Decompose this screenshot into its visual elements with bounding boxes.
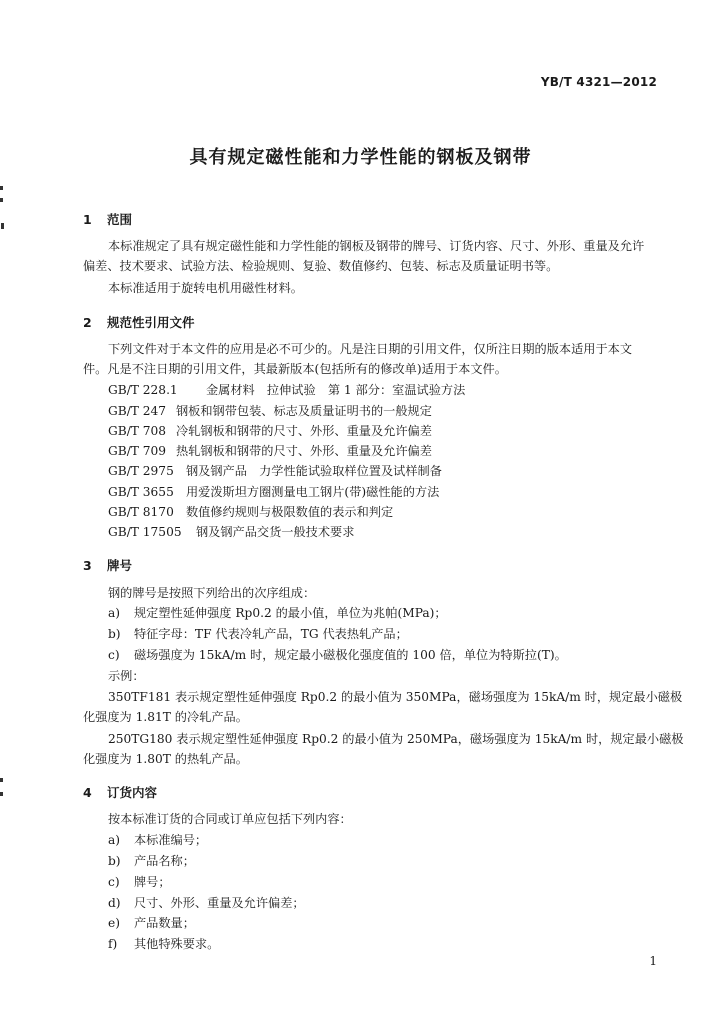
reference-item [108,524,354,541]
list-item [108,626,408,643]
paragraph-line: 化强度为 1.80T 的热轧产品。 [83,752,248,766]
section-number: 3 [83,558,92,573]
reference-code: GB/T 8170 [108,505,174,519]
reference-code: GB/T 228.1 [108,383,178,397]
reference-title: 用爱泼斯坦方圈测量电工钢片(带)磁性能的方法 [186,485,440,499]
list-item [108,895,305,912]
paragraph-line: 化强度为 1.81T 的冷轧产品。 [83,710,248,724]
list-text: 本标准编号； [134,833,208,847]
list-text: 其他特殊要求。 [134,937,220,951]
reference-code: GB/T 3655 [108,485,174,499]
reference-item [108,423,432,440]
list-marker: b) [108,854,121,868]
paragraph-line: 350TF181 表示规定塑性延伸强度 Rp0.2 的最小值为 350MPa，磁场强度为 15kA/m 时，规定最小磁极 [108,690,683,704]
example-label: 示例： [108,669,145,683]
binding-mark [0,186,3,190]
section-title: 规范性引用文件 [107,315,195,330]
reference-title: 钢及钢产品 力学性能试验取样位置及试样制备 [186,464,442,478]
list-marker: f) [108,937,118,951]
reference-title: 金属材料 拉伸试验 第 1 部分：室温试验方法 [206,383,466,397]
reference-item [108,504,393,521]
list-marker: e) [108,916,120,930]
section-title: 牌号 [107,558,133,573]
section-4-heading [83,783,157,801]
binding-mark [1,223,4,229]
reference-title: 钢及钢产品交货一般技术要求 [196,525,355,539]
reference-title: 钢板和钢带包装、标志及质量证明书的一般规定 [176,404,432,418]
list-marker: b) [108,627,121,641]
section-number: 1 [83,212,92,227]
list-text: 产品名称； [134,854,195,868]
reference-item [108,443,432,460]
list-item [108,915,195,932]
reference-title: 冷轧钢板和钢带的尺寸、外形、重量及允许偏差 [176,424,432,438]
section-2-heading [83,313,195,331]
reference-item [108,463,442,480]
list-item [108,874,171,891]
section-number: 4 [83,785,92,800]
list-text: 产品数量； [134,916,195,930]
list-marker: c) [108,875,120,889]
paragraph-line: 250TG180 表示规定塑性延伸强度 Rp0.2 的最小值为 250MPa，磁场强度为 15kA/m 时，规定最小磁极 [108,732,684,746]
section-1-heading [83,210,132,228]
reference-item [108,382,465,399]
list-marker: d) [108,896,121,910]
binding-mark [0,792,3,796]
section-title: 订货内容 [107,785,158,800]
section-number: 2 [83,315,92,330]
list-marker: a) [108,833,121,847]
reference-item [108,403,432,420]
reference-code: GB/T 709 [108,444,167,458]
list-text: 规定塑性延伸强度 Rp0.2 的最小值，单位为兆帕(MPa)； [134,606,447,620]
binding-mark [0,778,3,782]
paragraph-line: 件。凡是不注日期的引用文件，其最新版本(包括所有的修改单)适用于本文件。 [83,362,507,376]
paragraph-line: 钢的牌号是按照下列给出的次序组成： [108,586,316,600]
reference-code: GB/T 2975 [108,464,174,478]
paragraph-line: 本标准适用于旋转电机用磁性材料。 [108,281,303,295]
reference-title: 热轧钢板和钢带的尺寸、外形、重量及允许偏差 [176,444,432,458]
reference-item [108,484,439,501]
paragraph-line: 按本标准订货的合同或订单应包括下列内容： [108,812,352,826]
reference-code: GB/T 708 [108,424,167,438]
reference-title: 数值修约规则与极限数值的表示和判定 [186,505,394,519]
list-item [108,853,195,870]
section-3-heading [83,556,132,574]
list-item [108,605,447,622]
list-marker: a) [108,606,121,620]
standard-code: YB/T 4321—2012 [540,75,657,89]
list-text: 特征字母：TF 代表冷轧产品，TG 代表热轧产品； [134,627,408,641]
reference-code: GB/T 247 [108,404,167,418]
binding-mark [0,198,3,202]
list-marker: c) [108,648,120,662]
section-title: 范围 [107,212,133,227]
list-text: 牌号； [134,875,171,889]
paragraph-line: 本标准规定了具有规定磁性能和力学性能的钢板及钢带的牌号、订货内容、尺寸、外形、重量及允许 [108,239,645,253]
paragraph-line: 下列文件对于本文件的应用是必不可少的。凡是注日期的引用文件，仅所注日期的版本适用于本文 [108,342,633,356]
paragraph-line: 偏差、技术要求、试验方法、检验规则、复验、数值修约、包装、标志及质量证明书等。 [83,259,559,273]
list-item [108,832,207,849]
document-title: 具有规定磁性能和力学性能的钢板及钢带 [189,147,532,168]
reference-code: GB/T 17505 [108,525,182,539]
list-text: 尺寸、外形、重量及允许偏差； [134,896,305,910]
list-item [108,647,567,664]
page-number: 1 [649,954,657,968]
list-text: 磁场强度为 15kA/m 时，规定最小磁极化强度值的 100 倍，单位为特斯拉(T)。 [134,648,567,662]
list-item [108,936,219,953]
